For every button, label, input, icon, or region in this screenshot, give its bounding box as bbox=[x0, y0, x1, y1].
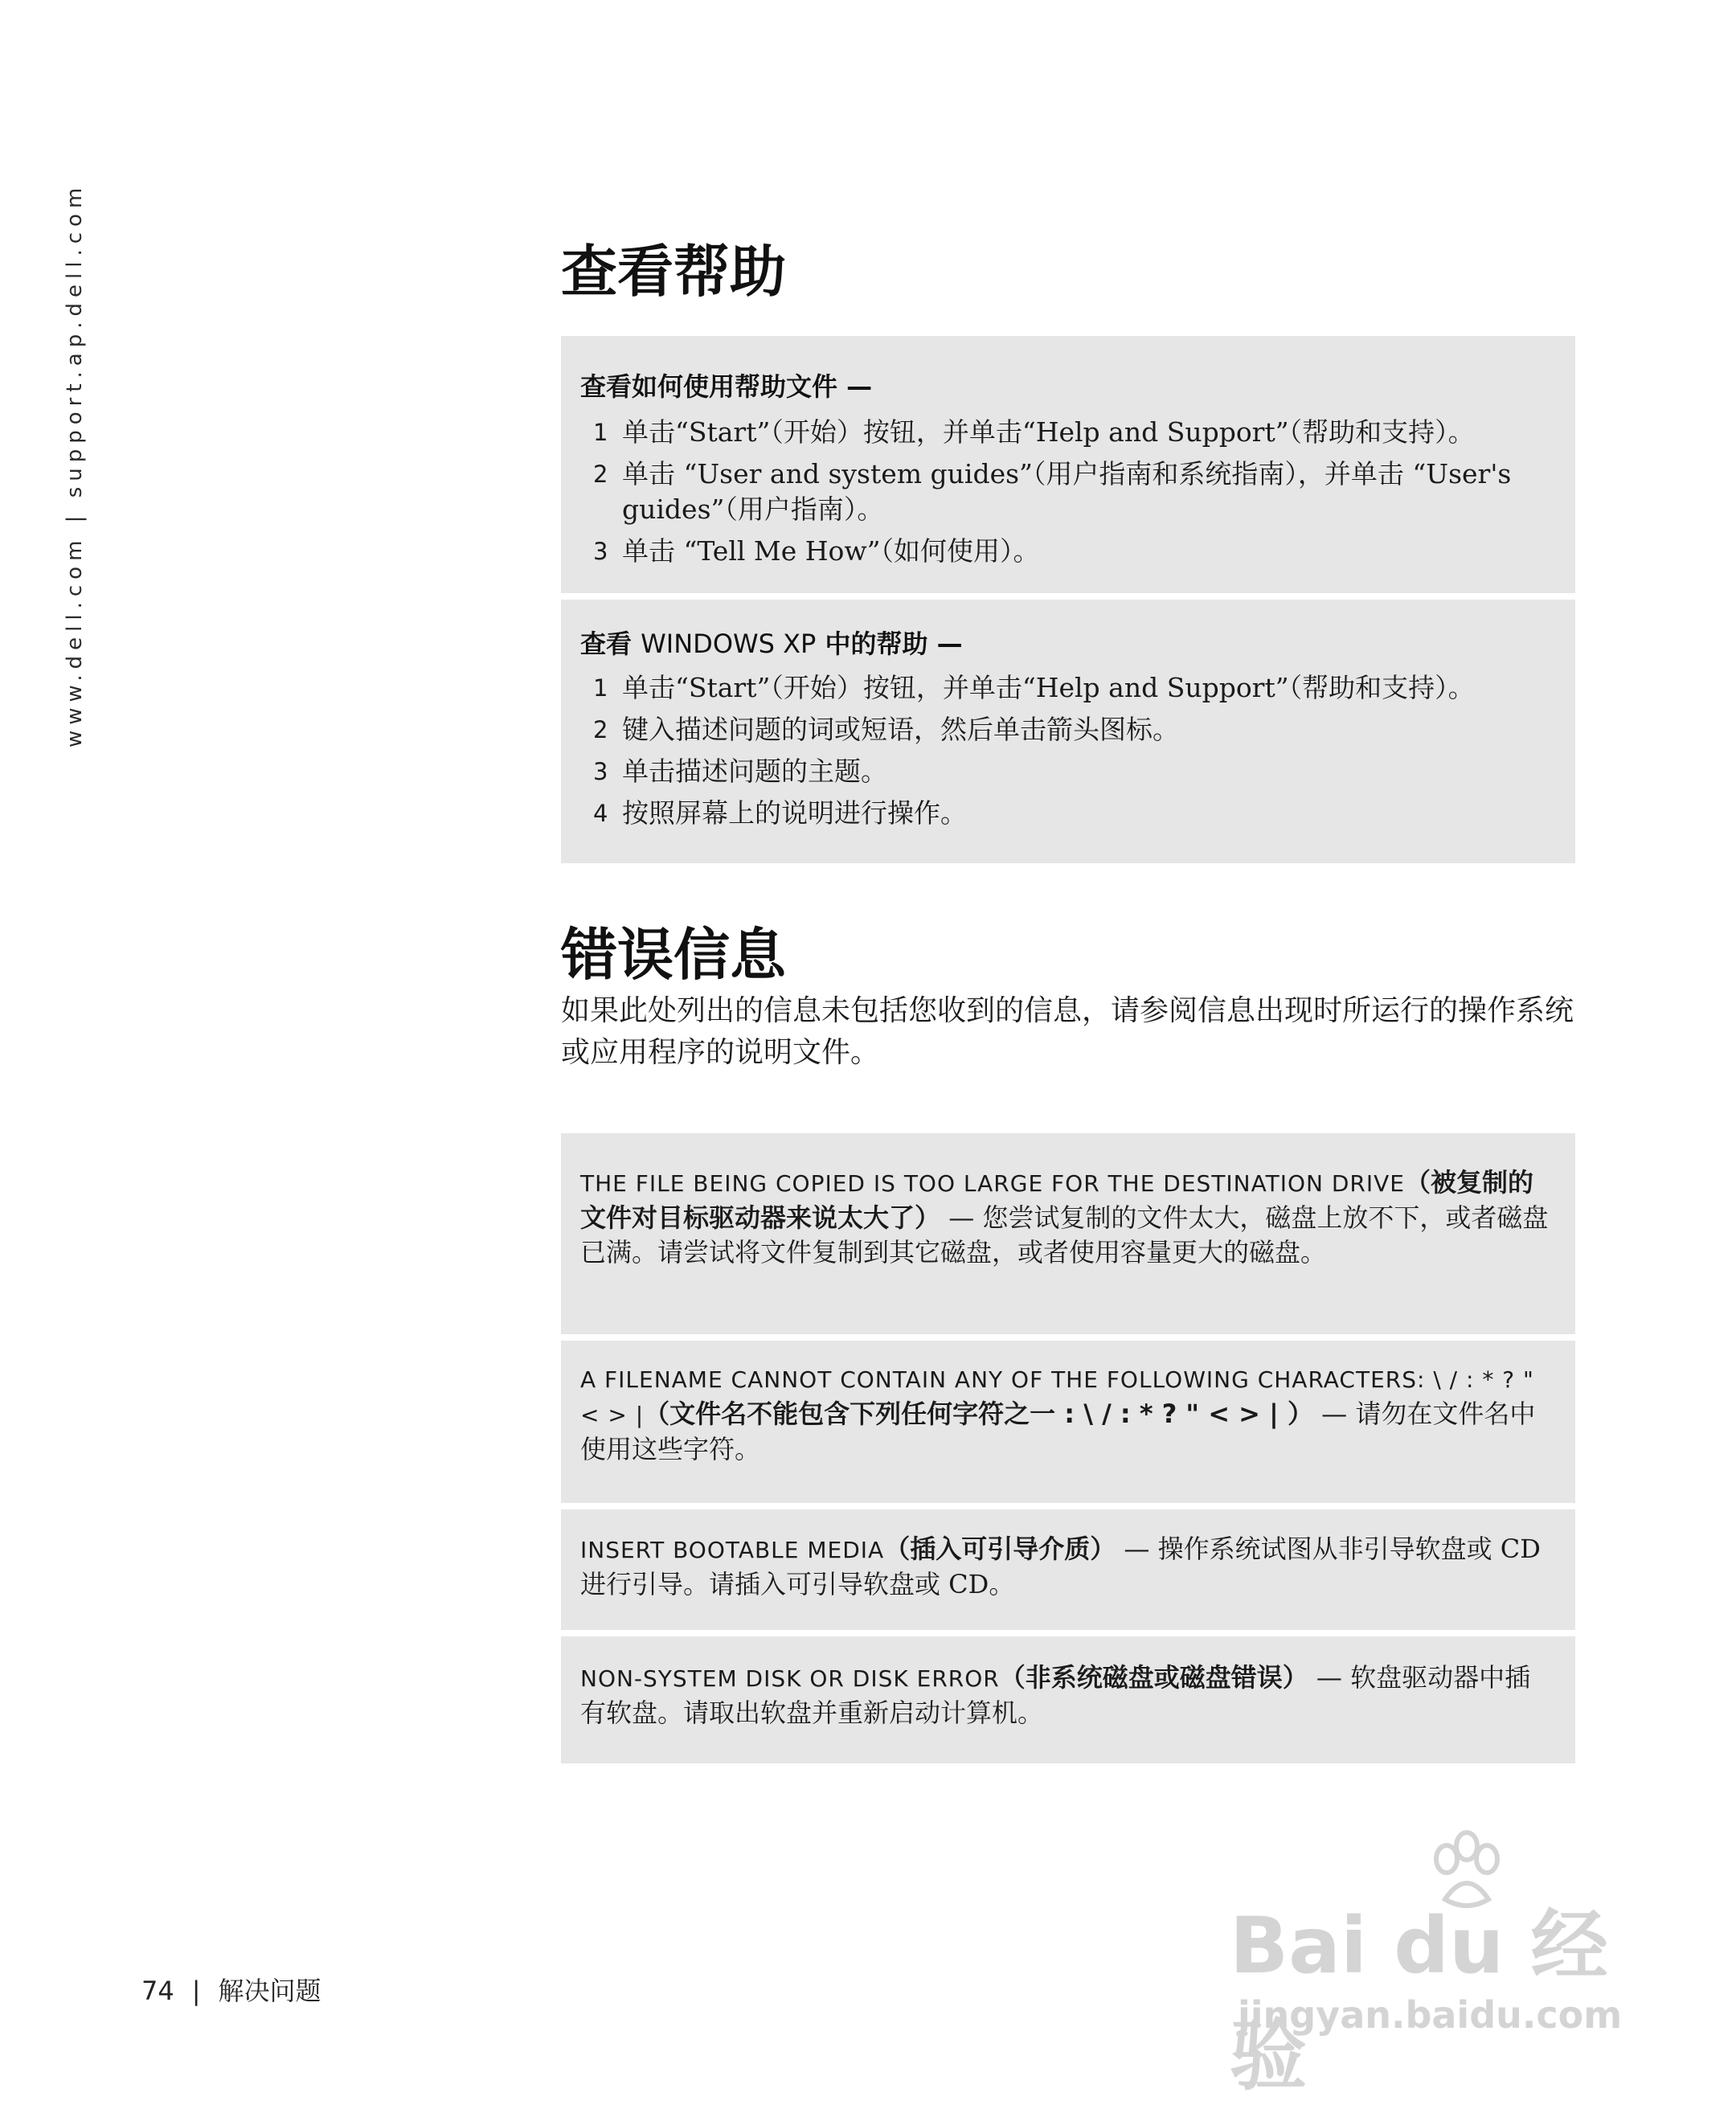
error-translation: （插入可引导介质） bbox=[884, 1534, 1116, 1564]
error-description: — 您尝试复制的文件太大，磁盘上放不下，或者磁盘已满。请尝试将文件复制到其它磁盘，或者使用容量更大的磁盘。 bbox=[580, 1202, 1549, 1268]
help-files-panel bbox=[561, 336, 1575, 593]
sidebar-url: www.dell.com | support.ap.dell.com bbox=[63, 182, 87, 747]
error-item bbox=[561, 1341, 1575, 1503]
step-number: 1 bbox=[593, 674, 608, 702]
error-translation: （非系统磁盘或磁盘错误） bbox=[999, 1662, 1308, 1693]
page-number: 74 bbox=[141, 1976, 174, 2006]
error-item bbox=[561, 1133, 1575, 1334]
error-code: NON-SYSTEM DISK OR DISK ERROR bbox=[580, 1665, 1000, 1692]
step-number: 2 bbox=[593, 716, 608, 743]
step-item bbox=[580, 534, 1556, 569]
step-text: 单击 “Tell Me How”（如何使用）。 bbox=[622, 535, 1040, 567]
error-text bbox=[580, 1362, 1556, 1467]
step-item bbox=[580, 712, 1556, 747]
chapter-title: 解决问题 bbox=[218, 1976, 321, 2006]
step-item bbox=[580, 670, 1556, 706]
step-text: 按照屏幕上的说明进行操作。 bbox=[622, 797, 967, 829]
page-footer bbox=[141, 1971, 321, 2008]
step-item bbox=[580, 796, 1556, 831]
step-number: 4 bbox=[593, 800, 608, 827]
step-number: 3 bbox=[593, 538, 608, 565]
error-text bbox=[580, 1165, 1556, 1270]
step-number: 2 bbox=[593, 461, 608, 488]
step-item bbox=[580, 754, 1556, 789]
error-code: THE FILE BEING COPIED IS TOO LARGE FOR THE DESTINATION DRIVE bbox=[580, 1170, 1405, 1197]
watermark-brand: Bai du 经验 bbox=[1230, 1901, 1608, 2101]
baidu-watermark bbox=[1230, 1829, 1648, 2101]
step-text: 单击 “User and system guides”（用户指南和系统指南），并单击 “User's guides”（用户指南）。 bbox=[622, 458, 1512, 525]
error-item bbox=[561, 1636, 1575, 1763]
error-description: — 软盘驱动器中插有软盘。请取出软盘并重新启动计算机。 bbox=[580, 1662, 1531, 1728]
error-item bbox=[561, 1509, 1575, 1630]
step-text: 单击“Start”（开始）按钮，并单击“Help and Support”（帮助和支持）。 bbox=[622, 416, 1475, 448]
step-text: 单击“Start”（开始）按钮，并单击“Help and Support”（帮助和支持）。 bbox=[622, 672, 1475, 703]
heading-error-messages: 错误信息 bbox=[561, 922, 786, 988]
step-item bbox=[580, 415, 1556, 450]
error-description: — 操作系统试图从非引导软盘或 CD 进行引导。请插入可引导软盘或 CD。 bbox=[580, 1534, 1541, 1599]
error-text bbox=[580, 1661, 1556, 1730]
error-translation: （文件名不能包含下列任何字符之一 : \ / : * ? " < > | ） bbox=[644, 1399, 1313, 1429]
windows-help-panel bbox=[561, 600, 1575, 863]
watermark-url: jingyan.baidu.com bbox=[1238, 1993, 1623, 2037]
panel-title: 查看 WINDOWS XP 中的帮助 — bbox=[580, 629, 963, 659]
step-item bbox=[580, 457, 1556, 527]
step-text: 键入描述问题的词或短语，然后单击箭头图标。 bbox=[622, 714, 1179, 745]
error-code: A FILENAME CANNOT CONTAIN ANY OF THE FOLLOWING CHARACTERS: \ / : * ? " < > | bbox=[580, 1366, 1534, 1428]
step-number: 1 bbox=[593, 419, 608, 446]
heading-view-help: 查看帮助 bbox=[561, 239, 786, 305]
error-translation: （被复制的文件对目标驱动器来说太大了） bbox=[580, 1167, 1533, 1233]
step-number: 3 bbox=[593, 758, 608, 785]
errors-intro: 如果此处列出的信息未包括您收到的信息，请参阅信息出现时所运行的操作系统或应用程序的说明文件。 bbox=[561, 994, 1574, 1069]
footer-separator: | bbox=[191, 1976, 201, 2006]
error-description: — 请勿在文件名中使用这些字符。 bbox=[580, 1399, 1536, 1464]
step-text: 单击描述问题的主题。 bbox=[622, 756, 887, 787]
error-text bbox=[580, 1532, 1556, 1602]
panel-title: 查看如何使用帮助文件 — bbox=[580, 371, 873, 402]
error-code: INSERT BOOTABLE MEDIA bbox=[580, 1537, 885, 1563]
